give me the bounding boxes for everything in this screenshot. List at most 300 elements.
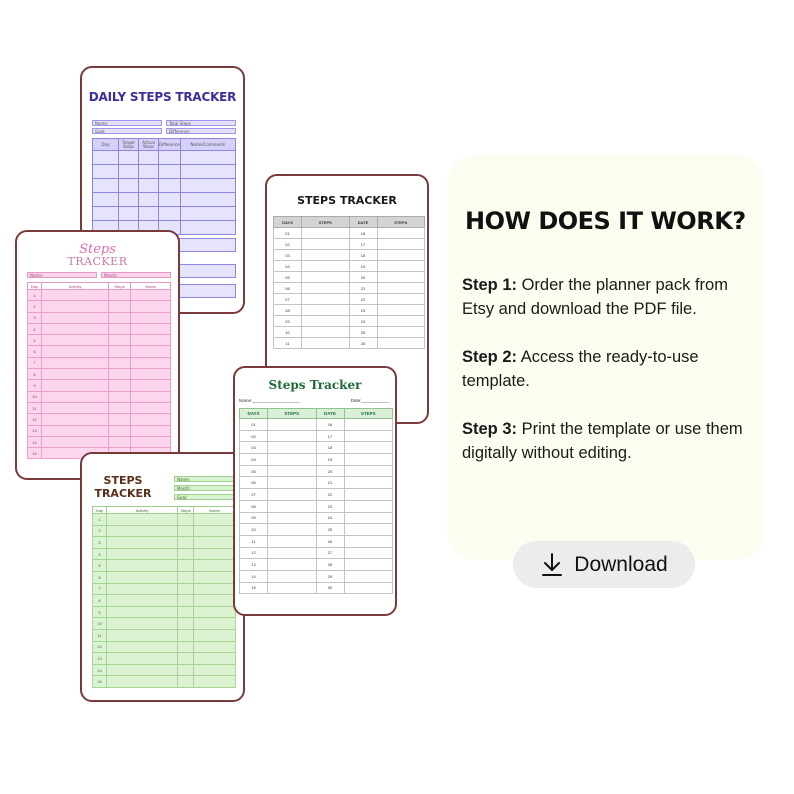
steps-cell bbox=[344, 570, 393, 582]
steps-cell bbox=[268, 454, 317, 466]
steps-cell bbox=[178, 514, 194, 526]
day-cell: 08 bbox=[240, 500, 268, 512]
steps-cell bbox=[178, 537, 194, 549]
notes-cell bbox=[194, 595, 236, 607]
table-row bbox=[274, 272, 425, 283]
notes-cell bbox=[131, 323, 171, 334]
col-days: DAYS bbox=[274, 217, 302, 228]
notes-cell bbox=[194, 618, 236, 630]
notes-cell bbox=[131, 436, 171, 447]
notes-cell bbox=[131, 369, 171, 380]
field-goal: Goal: bbox=[174, 494, 238, 500]
day-cell: 07 bbox=[274, 294, 302, 305]
table-row bbox=[240, 454, 393, 466]
notes-cell bbox=[131, 380, 171, 391]
steps-cell bbox=[344, 559, 393, 571]
col-date: DATE bbox=[316, 409, 344, 419]
table-row bbox=[93, 676, 236, 688]
steps-cell bbox=[344, 582, 393, 594]
col-steps: Steps bbox=[109, 283, 131, 290]
day-cell: 10 bbox=[93, 618, 107, 630]
steps-cell bbox=[377, 250, 425, 261]
col-difference: Difference bbox=[159, 139, 181, 151]
steps-cell bbox=[109, 391, 131, 402]
activity-cell bbox=[42, 436, 109, 447]
steps-cell bbox=[377, 272, 425, 283]
steps-cell bbox=[109, 414, 131, 425]
table-row bbox=[93, 664, 236, 676]
grey-tracker-title: STEPS TRACKER bbox=[297, 194, 397, 207]
activity-cell bbox=[42, 402, 109, 413]
day-cell: 6 bbox=[93, 571, 107, 583]
col-notes: Notes/Comments bbox=[180, 139, 235, 151]
front-tracker-table bbox=[239, 408, 393, 594]
day-cell: 12 bbox=[240, 547, 268, 559]
steps-cell bbox=[302, 272, 350, 283]
table-row bbox=[240, 430, 393, 442]
activity-cell bbox=[42, 391, 109, 402]
notes-cell bbox=[194, 571, 236, 583]
table-row bbox=[28, 391, 171, 402]
notes-cell bbox=[194, 653, 236, 665]
table-row bbox=[28, 436, 171, 447]
table-row bbox=[240, 419, 393, 431]
col-day: Day bbox=[93, 507, 107, 514]
table-row bbox=[93, 525, 236, 537]
date-cell: 22 bbox=[316, 489, 344, 501]
table-row bbox=[274, 261, 425, 272]
field-name: Name: bbox=[174, 476, 238, 482]
activity-cell bbox=[107, 641, 178, 653]
col-actual-steps: Actual Steps bbox=[139, 139, 159, 151]
field-total-steps: Total Steps bbox=[166, 120, 236, 126]
steps-cell bbox=[268, 500, 317, 512]
table-row bbox=[28, 335, 171, 346]
notes-cell bbox=[194, 525, 236, 537]
steps-cell bbox=[377, 327, 425, 338]
day-cell: 14 bbox=[28, 436, 42, 447]
day-cell: 4 bbox=[93, 548, 107, 560]
date-cell: 23 bbox=[316, 500, 344, 512]
steps-cell bbox=[377, 283, 425, 294]
date-cell: 23 bbox=[349, 305, 377, 316]
steps-cell bbox=[268, 489, 317, 501]
table-row bbox=[93, 618, 236, 630]
steps-cell bbox=[302, 338, 350, 349]
table-row bbox=[93, 514, 236, 526]
date-cell: 20 bbox=[349, 272, 377, 283]
activity-cell bbox=[107, 676, 178, 688]
steps-cell bbox=[344, 465, 393, 477]
field-difference: Difference bbox=[166, 128, 236, 134]
date-cell: 16 bbox=[316, 419, 344, 431]
day-cell: 02 bbox=[274, 239, 302, 250]
table-row bbox=[93, 641, 236, 653]
day-cell: 04 bbox=[274, 261, 302, 272]
how-it-works-heading: HOW DOES IT WORK? bbox=[465, 207, 746, 235]
steps-cell bbox=[344, 535, 393, 547]
table-row bbox=[274, 250, 425, 261]
col-target-steps: Target Steps bbox=[119, 139, 139, 151]
steps-cell bbox=[268, 512, 317, 524]
table-row bbox=[28, 312, 171, 323]
steps-cell bbox=[268, 419, 317, 431]
step-label: Step 3: bbox=[462, 420, 518, 438]
notes-cell bbox=[131, 357, 171, 368]
steps-cell bbox=[268, 477, 317, 489]
notes-cell bbox=[194, 676, 236, 688]
date-cell: 20 bbox=[316, 465, 344, 477]
activity-cell bbox=[107, 525, 178, 537]
pink-steps-tracker-card bbox=[15, 230, 180, 480]
steps-cell bbox=[268, 535, 317, 547]
green-tracker-title: STEPS TRACKER bbox=[94, 474, 152, 500]
notes-cell bbox=[131, 414, 171, 425]
steps-cell bbox=[178, 571, 194, 583]
day-cell: 13 bbox=[93, 653, 107, 665]
day-cell: 3 bbox=[28, 312, 42, 323]
day-cell: 01 bbox=[240, 419, 268, 431]
table-row bbox=[274, 228, 425, 239]
day-cell: 5 bbox=[93, 560, 107, 572]
table-row bbox=[93, 548, 236, 560]
steps-cell bbox=[344, 454, 393, 466]
date-cell: 16 bbox=[349, 228, 377, 239]
notes-cell bbox=[194, 548, 236, 560]
steps-cell bbox=[109, 402, 131, 413]
table-row bbox=[93, 606, 236, 618]
activity-cell bbox=[42, 346, 109, 357]
table-row bbox=[240, 547, 393, 559]
activity-cell bbox=[107, 583, 178, 595]
day-cell: 5 bbox=[28, 335, 42, 346]
table-row bbox=[274, 338, 425, 349]
day-cell: 05 bbox=[240, 465, 268, 477]
activity-cell bbox=[107, 514, 178, 526]
notes-cell bbox=[194, 537, 236, 549]
field-name: Name: bbox=[92, 120, 162, 126]
table-row bbox=[274, 327, 425, 338]
steps-cell bbox=[268, 559, 317, 571]
day-cell: 10 bbox=[274, 327, 302, 338]
steps-cell bbox=[109, 380, 131, 391]
activity-cell bbox=[42, 301, 109, 312]
day-cell: 4 bbox=[28, 323, 42, 334]
day-cell: 05 bbox=[274, 272, 302, 283]
table-row bbox=[28, 357, 171, 368]
activity-cell bbox=[42, 414, 109, 425]
col-activity: Activity bbox=[42, 283, 109, 290]
day-cell: 9 bbox=[93, 606, 107, 618]
steps-cell bbox=[178, 548, 194, 560]
table-row bbox=[93, 207, 236, 221]
table-row bbox=[93, 653, 236, 665]
steps-cell bbox=[109, 312, 131, 323]
steps-cell bbox=[268, 442, 317, 454]
steps-cell bbox=[302, 228, 350, 239]
steps-cell bbox=[377, 338, 425, 349]
date-cell: 25 bbox=[349, 327, 377, 338]
day-cell: 06 bbox=[274, 283, 302, 294]
day-cell: 10 bbox=[28, 391, 42, 402]
steps-cell bbox=[109, 290, 131, 301]
table-row bbox=[274, 239, 425, 250]
daily-tracker-title: DAILY STEPS TRACKER bbox=[88, 90, 237, 104]
date-cell: 17 bbox=[316, 430, 344, 442]
field-month: Month: bbox=[101, 272, 171, 278]
table-row bbox=[93, 165, 236, 179]
notes-cell bbox=[194, 664, 236, 676]
notes-cell bbox=[194, 583, 236, 595]
pink-tracker-title: TRACKER bbox=[67, 255, 128, 268]
activity-cell bbox=[42, 323, 109, 334]
steps-cell bbox=[302, 239, 350, 250]
table-row bbox=[274, 316, 425, 327]
date-line: Date:___________ bbox=[350, 398, 389, 403]
day-cell: 12 bbox=[93, 641, 107, 653]
col-steps: STEPS bbox=[302, 217, 350, 228]
date-cell: 25 bbox=[316, 524, 344, 536]
table-row bbox=[28, 301, 171, 312]
activity-cell bbox=[107, 595, 178, 607]
table-row bbox=[93, 595, 236, 607]
daily-tracker-fields bbox=[92, 120, 236, 136]
day-cell: 2 bbox=[28, 301, 42, 312]
table-row bbox=[240, 570, 393, 582]
steps-cell bbox=[377, 305, 425, 316]
table-row bbox=[28, 425, 171, 436]
steps-cell bbox=[178, 560, 194, 572]
date-cell: 21 bbox=[349, 283, 377, 294]
table-row bbox=[240, 559, 393, 571]
download-button[interactable] bbox=[513, 541, 695, 588]
col-date: DATE bbox=[349, 217, 377, 228]
activity-cell bbox=[107, 664, 178, 676]
steps-cell bbox=[344, 524, 393, 536]
activity-cell bbox=[107, 571, 178, 583]
steps-cell bbox=[302, 316, 350, 327]
steps-cell bbox=[109, 301, 131, 312]
notes-cell bbox=[194, 560, 236, 572]
steps-cell bbox=[344, 430, 393, 442]
steps-cell bbox=[178, 664, 194, 676]
day-cell: 7 bbox=[93, 583, 107, 595]
how-it-works-panel bbox=[447, 155, 764, 560]
day-cell: 6 bbox=[28, 346, 42, 357]
activity-cell bbox=[42, 380, 109, 391]
steps-cell bbox=[178, 653, 194, 665]
activity-cell bbox=[107, 653, 178, 665]
col-day: Day bbox=[93, 139, 119, 151]
steps-cell bbox=[109, 323, 131, 334]
activity-cell bbox=[42, 312, 109, 323]
day-cell: 03 bbox=[274, 250, 302, 261]
steps-cell bbox=[302, 261, 350, 272]
day-cell: 9 bbox=[28, 380, 42, 391]
step-label: Step 2: bbox=[462, 348, 518, 366]
day-cell: 12 bbox=[28, 414, 42, 425]
steps-cell bbox=[344, 512, 393, 524]
steps-cell bbox=[178, 618, 194, 630]
daily-tracker-table bbox=[92, 138, 236, 235]
table-row bbox=[240, 500, 393, 512]
day-cell: 7 bbox=[28, 357, 42, 368]
table-row bbox=[93, 151, 236, 165]
date-cell: 19 bbox=[316, 454, 344, 466]
notes-cell bbox=[131, 425, 171, 436]
steps-cell bbox=[109, 357, 131, 368]
col-days: DAYS bbox=[240, 409, 268, 419]
steps-cell bbox=[178, 629, 194, 641]
front-steps-tracker-card bbox=[233, 366, 397, 616]
table-row bbox=[93, 193, 236, 207]
step-3 bbox=[462, 417, 752, 465]
day-cell: 06 bbox=[240, 477, 268, 489]
notes-cell bbox=[194, 641, 236, 653]
activity-cell bbox=[42, 425, 109, 436]
table-row bbox=[93, 583, 236, 595]
notes-cell bbox=[131, 301, 171, 312]
front-tracker-meta bbox=[239, 398, 389, 403]
date-cell: 19 bbox=[349, 261, 377, 272]
activity-cell bbox=[107, 606, 178, 618]
table-row bbox=[240, 524, 393, 536]
col-steps: STEPS bbox=[377, 217, 425, 228]
steps-cell bbox=[344, 477, 393, 489]
table-row bbox=[93, 560, 236, 572]
step-text: Print the template or use them digitally without editing. bbox=[462, 420, 743, 462]
field-goal: Goal: bbox=[92, 128, 162, 134]
steps-cell bbox=[302, 250, 350, 261]
steps-cell bbox=[344, 419, 393, 431]
steps-cell bbox=[178, 583, 194, 595]
table-row bbox=[28, 323, 171, 334]
table-row bbox=[274, 294, 425, 305]
day-cell: 14 bbox=[93, 664, 107, 676]
activity-cell bbox=[107, 560, 178, 572]
activity-cell bbox=[42, 335, 109, 346]
day-cell: 3 bbox=[93, 537, 107, 549]
pink-tracker-title-script: Steps bbox=[79, 242, 116, 257]
day-cell: 09 bbox=[240, 512, 268, 524]
day-cell: 15 bbox=[93, 676, 107, 688]
notes-cell bbox=[131, 335, 171, 346]
day-cell: 03 bbox=[240, 442, 268, 454]
day-cell: 15 bbox=[28, 448, 42, 459]
steps-cell bbox=[302, 294, 350, 305]
steps-cell bbox=[268, 465, 317, 477]
day-cell: 1 bbox=[93, 514, 107, 526]
steps-cell bbox=[344, 500, 393, 512]
activity-cell bbox=[107, 629, 178, 641]
col-activity: Activity bbox=[107, 507, 178, 514]
step-2 bbox=[462, 345, 752, 393]
table-row bbox=[93, 179, 236, 193]
table-row bbox=[240, 442, 393, 454]
day-cell: 02 bbox=[240, 430, 268, 442]
day-cell: 04 bbox=[240, 454, 268, 466]
date-cell: 24 bbox=[349, 316, 377, 327]
table-row bbox=[274, 283, 425, 294]
steps-cell bbox=[377, 316, 425, 327]
notes-cell bbox=[131, 346, 171, 357]
date-cell: 28 bbox=[316, 559, 344, 571]
col-steps: STEPS bbox=[344, 409, 393, 419]
day-cell: 10 bbox=[240, 524, 268, 536]
steps-cell bbox=[268, 430, 317, 442]
steps-cell bbox=[344, 442, 393, 454]
steps-cell bbox=[178, 525, 194, 537]
green-steps-tracker-card bbox=[80, 452, 245, 702]
table-row bbox=[240, 582, 393, 594]
step-label: Step 1: bbox=[462, 276, 518, 294]
day-cell: 11 bbox=[240, 535, 268, 547]
steps-cell bbox=[109, 425, 131, 436]
date-cell: 26 bbox=[349, 338, 377, 349]
steps-cell bbox=[178, 595, 194, 607]
notes-cell bbox=[194, 629, 236, 641]
table-row bbox=[274, 305, 425, 316]
table-row bbox=[93, 629, 236, 641]
step-text: Order the planner pack from Etsy and download the PDF file. bbox=[462, 276, 728, 318]
day-cell: 1 bbox=[28, 290, 42, 301]
notes-cell bbox=[194, 606, 236, 618]
field-month: Month: bbox=[174, 485, 238, 491]
day-cell: 13 bbox=[28, 425, 42, 436]
steps-list bbox=[462, 273, 752, 489]
pink-tracker-fields bbox=[27, 272, 171, 278]
activity-cell bbox=[107, 537, 178, 549]
date-cell: 21 bbox=[316, 477, 344, 489]
activity-cell bbox=[42, 357, 109, 368]
steps-cell bbox=[109, 436, 131, 447]
col-notes: Notes bbox=[194, 507, 236, 514]
table-row bbox=[28, 369, 171, 380]
col-day: Day bbox=[28, 283, 42, 290]
steps-cell bbox=[178, 676, 194, 688]
table-row bbox=[28, 380, 171, 391]
day-cell: 8 bbox=[93, 595, 107, 607]
steps-cell bbox=[377, 261, 425, 272]
table-row bbox=[28, 402, 171, 413]
col-steps: Steps bbox=[178, 507, 194, 514]
table-row bbox=[28, 414, 171, 425]
notes-cell bbox=[131, 402, 171, 413]
date-cell: 27 bbox=[316, 547, 344, 559]
day-cell: 11 bbox=[274, 338, 302, 349]
steps-cell bbox=[268, 582, 317, 594]
notes-cell bbox=[131, 290, 171, 301]
activity-cell bbox=[107, 618, 178, 630]
steps-cell bbox=[377, 228, 425, 239]
table-row bbox=[93, 537, 236, 549]
steps-cell bbox=[268, 547, 317, 559]
table-row bbox=[240, 465, 393, 477]
date-cell: 29 bbox=[316, 570, 344, 582]
day-cell: 11 bbox=[93, 629, 107, 641]
date-cell: 26 bbox=[316, 535, 344, 547]
steps-cell bbox=[302, 283, 350, 294]
green-tracker-fields bbox=[174, 476, 238, 503]
front-tracker-title: Steps Tracker bbox=[268, 378, 362, 392]
steps-cell bbox=[268, 570, 317, 582]
steps-cell bbox=[178, 606, 194, 618]
steps-cell bbox=[109, 335, 131, 346]
date-cell: 30 bbox=[316, 582, 344, 594]
steps-cell bbox=[377, 239, 425, 250]
col-steps: STEPS bbox=[268, 409, 317, 419]
day-cell: 8 bbox=[28, 369, 42, 380]
